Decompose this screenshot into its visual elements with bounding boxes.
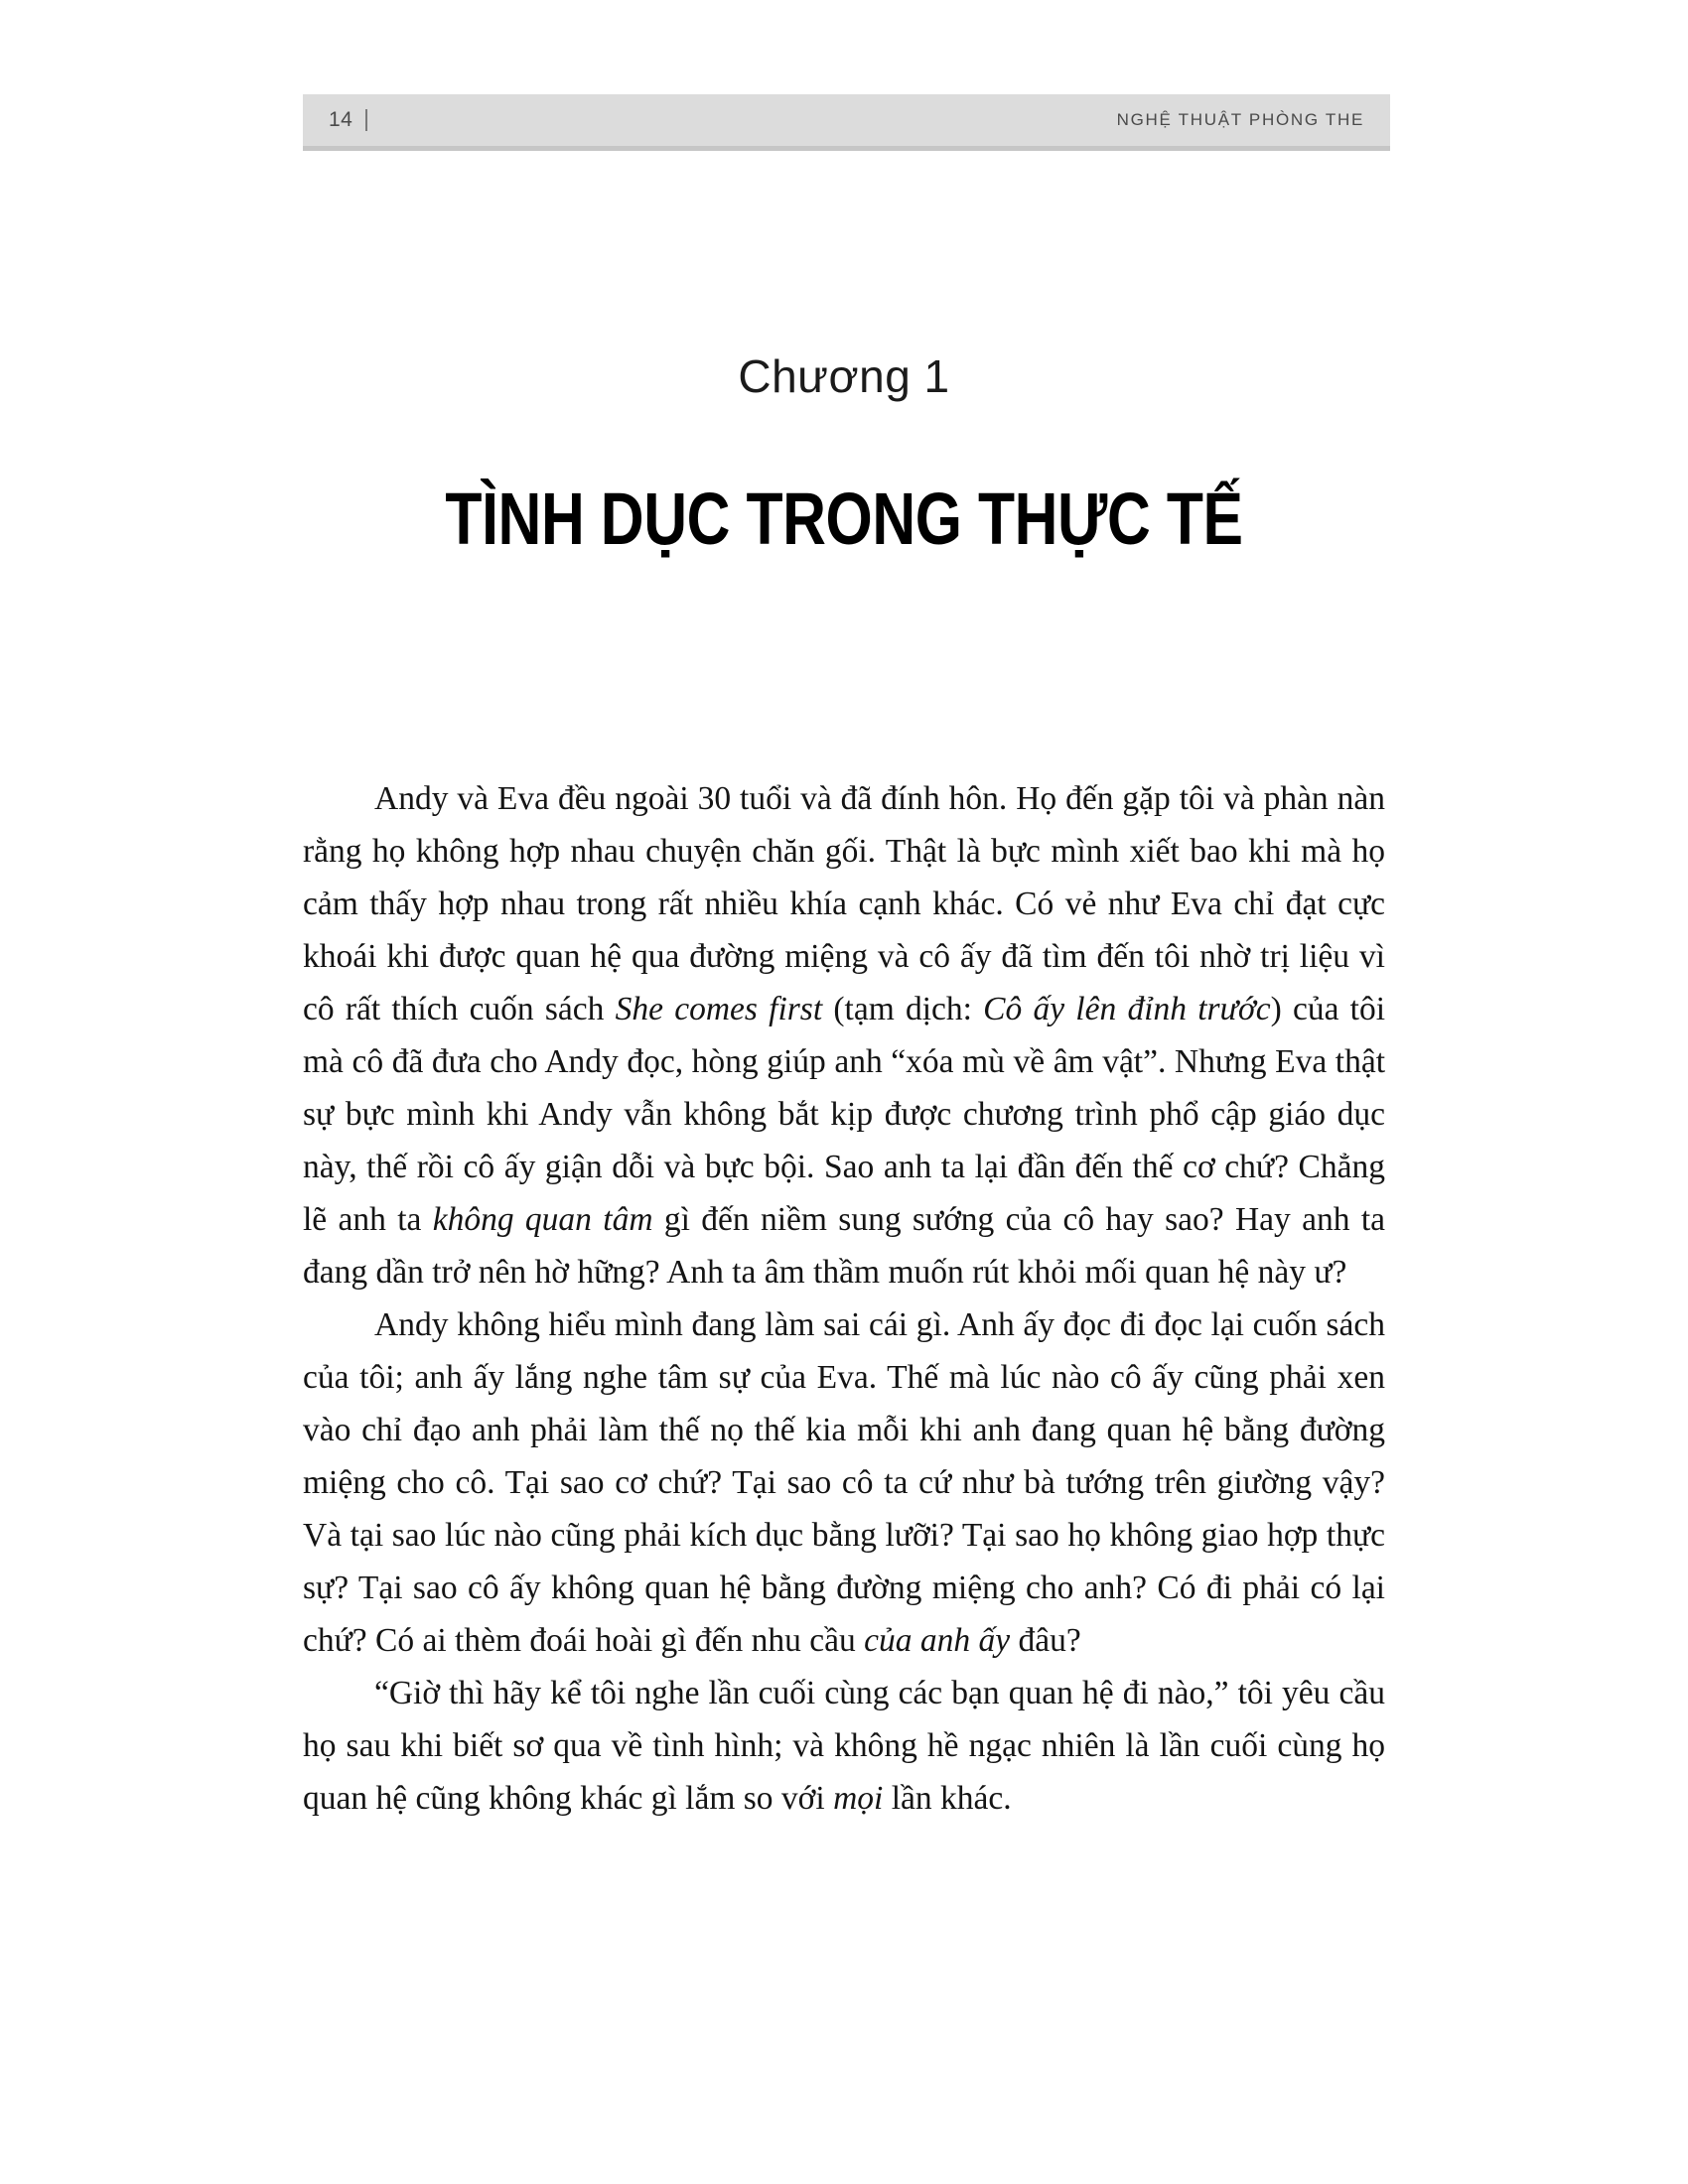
paragraph-3-italic-a: mọi (833, 1780, 884, 1817)
running-title: NGHỆ THUẬT PHÒNG THE (1116, 110, 1364, 129)
body-text-column (303, 772, 1385, 1825)
paragraph-1-text-c: ) của tôi mà cô đã đưa cho Andy đọc, hòng giúp anh “xóa mù về âm vật”. Nhưng Eva thật sự bực mình khi Andy vẫn không bắt kịp được chương trình phổ cập giáo dục này, thế rồi cô ấy giận dỗi và bực bội. Sao anh ta lại đần đến thế cơ chứ? Chẳng lẽ anh ta (303, 991, 1386, 1238)
paragraph-1-italic-b: Cô ấy lên đỉnh trước (983, 991, 1271, 1027)
chapter-label: Chương 1 (738, 350, 950, 402)
running-header (303, 94, 1390, 146)
paragraph-1-text-d: gì đến niềm sung sướng của cô hay sao? Hay anh ta đang dần trở nên hờ hững? Anh ta âm thầm muốn rút khỏi mối quan hệ này ư? (303, 1201, 1385, 1291)
folio-divider (365, 109, 367, 131)
paragraph-3-text-a: “Giờ thì hãy kể tôi nghe lần cuối cùng các bạn quan hệ đi nào,” tôi yêu cầu họ sau khi biết sơ qua về tình hình; và không hề ngạc nhiên là lần cuối cùng họ quan hệ cũng không khác gì lắm so với (303, 1675, 1385, 1817)
paragraph-3-text-b: lần khác. (883, 1780, 1012, 1817)
chapter-title: TÌNH DỤC TRONG THỰC TẾ (445, 478, 1243, 560)
paragraph-2-italic-a: của anh ấy (864, 1622, 1011, 1659)
paragraph-2 (303, 1298, 1385, 1667)
paragraph-2-text-b: đâu? (1010, 1622, 1081, 1659)
page-number: 14 (329, 108, 353, 131)
paragraph-1-italic-c: không quan tâm (432, 1201, 653, 1238)
paragraph-1-italic-a: She comes first (615, 991, 823, 1027)
paragraph-3 (303, 1667, 1385, 1825)
paragraph-1 (303, 772, 1385, 1298)
paragraph-2-text-a: Andy không hiểu mình đang làm sai cái gì. Anh ấy đọc đi đọc lại cuốn sách của tôi; anh ấy lắng nghe tâm sự của Eva. Thế mà lúc nào cô ấy cũng phải xen vào chỉ đạo anh phải làm thế nọ thế kia mỗi khi anh đang quan hệ bằng đường miệng cho cô. Tại sao cơ chứ? Tại sao cô ta cứ như bà tướng trên giường vậy? Và tại sao lúc nào cũng phải kích dục bằng lưỡi? Tại sao họ không giao hợp thực sự? Tại sao cô ấy không quan hệ bằng đường miệng cho anh? Có đi phải có lại chứ? Có ai thèm đoái hoài gì đến nhu cầu (303, 1306, 1385, 1659)
paragraph-1-text-b: (tạm dịch: (822, 991, 984, 1027)
paragraph-1-text-a: Andy và Eva đều ngoài 30 tuổi và đã đính hôn. Họ đến gặp tôi và phàn nàn rằng họ không hợp nhau chuyện chăn gối. Thật là bực mình xiết bao khi mà họ cảm thấy hợp nhau trong rất nhiều khía cạnh khác. Có vẻ như Eva chỉ đạt cực khoái khi được quan hệ qua đường miệng và cô ấy đã tìm đến tôi nhờ trị liệu vì cô rất thích cuốn sách (303, 780, 1385, 1027)
page-folio (329, 108, 367, 132)
